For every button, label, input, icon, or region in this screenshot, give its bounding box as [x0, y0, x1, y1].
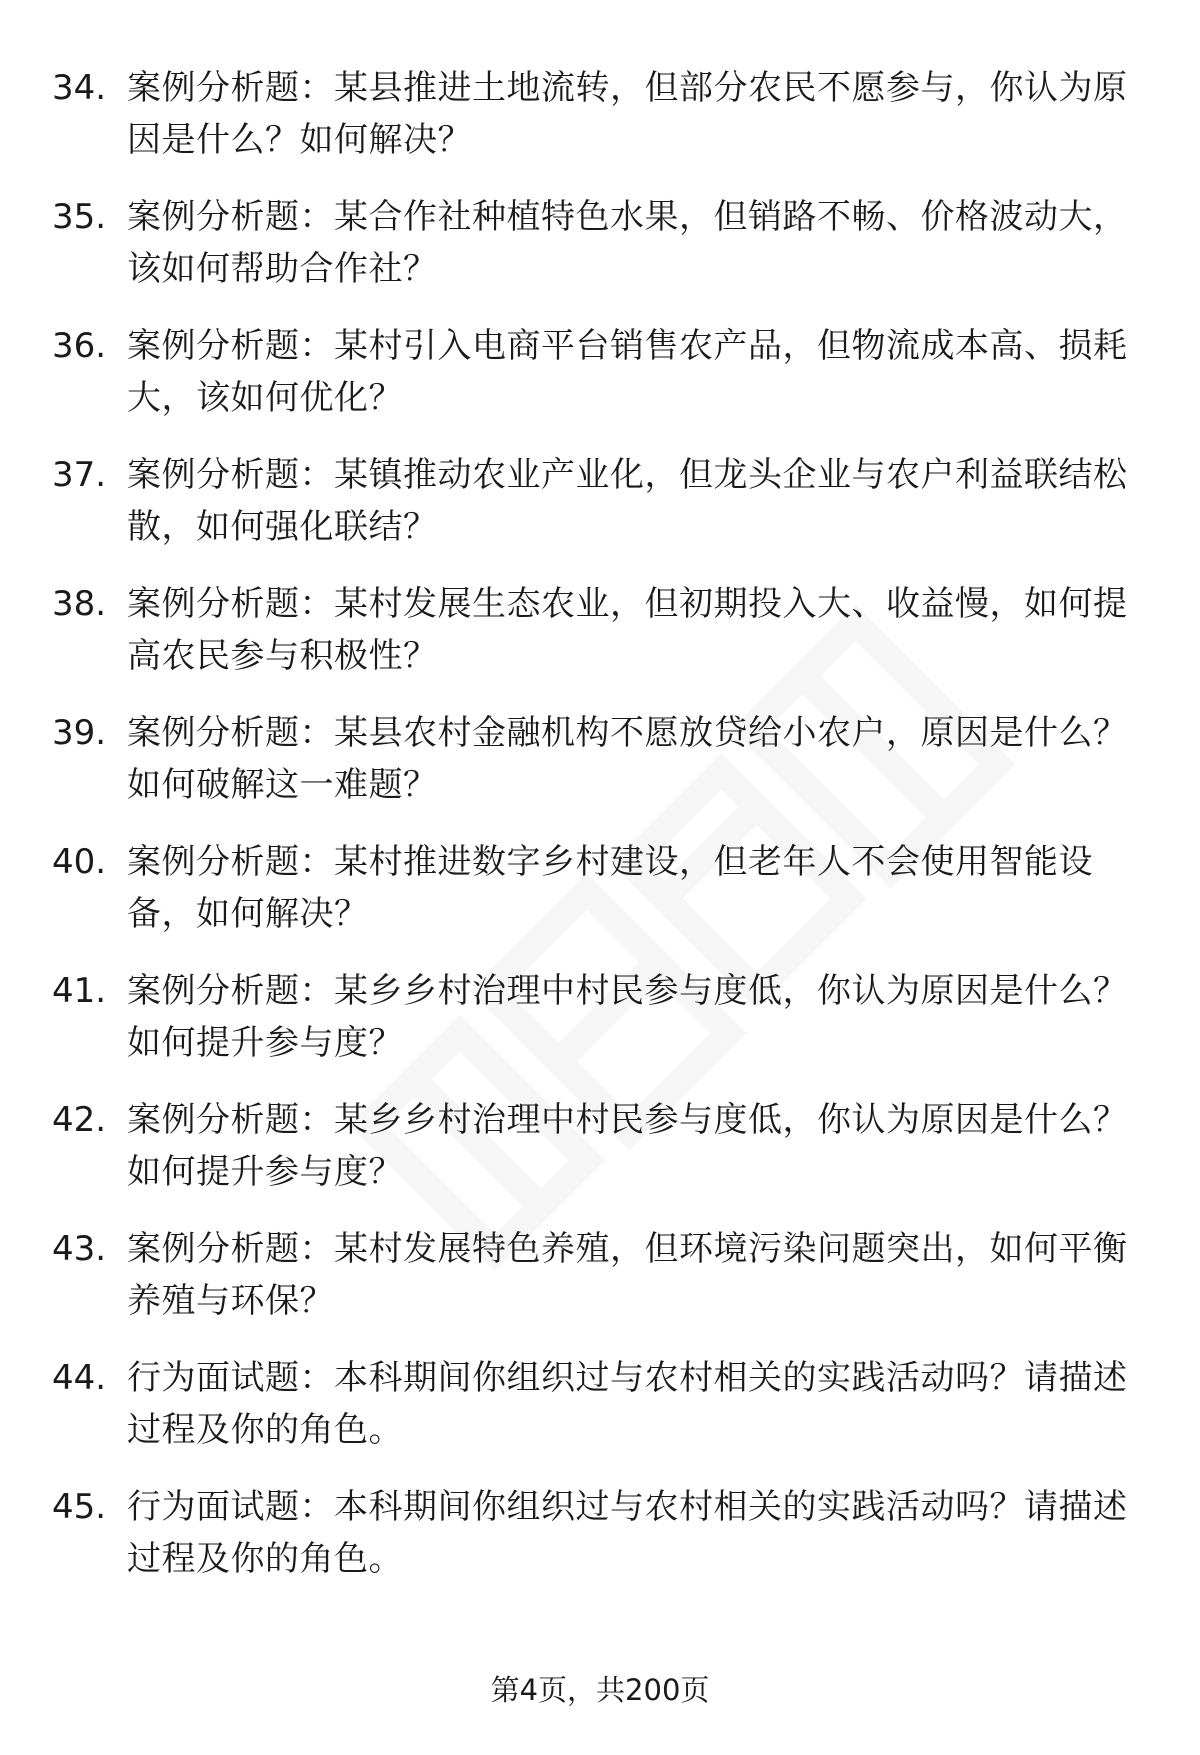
- question-text: 案例分析题：某村发展特色养殖，但环境污染问题突出，如何平衡养殖与环保？: [127, 1229, 1128, 1321]
- question-number: 41.: [52, 971, 107, 1011]
- page-footer: [0, 1670, 1200, 1710]
- question-item: [0, 965, 1200, 1094]
- question-text: 案例分析题：某村推进数字乡村建设，但老年人不会使用智能设备，如何解决？: [127, 842, 1093, 934]
- page-number-label: 第4页，共200页: [490, 1673, 710, 1707]
- question-number: 45.: [52, 1487, 107, 1527]
- question-item: [0, 1481, 1200, 1610]
- question-text: 案例分析题：某乡乡村治理中村民参与度低，你认为原因是什么？如何提升参与度？: [127, 1100, 1128, 1192]
- question-number: 35.: [52, 197, 107, 237]
- question-text: 案例分析题：某镇推动农业产业化，但龙头企业与农户利益联结松散，如何强化联结？: [127, 455, 1128, 547]
- question-text: 案例分析题：某村发展生态农业，但初期投入大、收益慢，如何提高农民参与积极性？: [127, 584, 1128, 676]
- question-number: 39.: [52, 713, 107, 753]
- question-number: 43.: [52, 1229, 107, 1269]
- question-number: 36.: [52, 326, 107, 366]
- question-text: 行为面试题：本科期间你组织过与农村相关的实践活动吗？请描述过程及你的角色。: [127, 1358, 1128, 1450]
- question-item: [0, 578, 1200, 707]
- question-number: 42.: [52, 1100, 107, 1140]
- question-item: [0, 62, 1200, 191]
- question-number: 34.: [52, 68, 107, 108]
- question-text: 案例分析题：某县农村金融机构不愿放贷给小农户，原因是什么？如何破解这一难题？: [127, 713, 1128, 805]
- question-text: 案例分析题：某县推进土地流转，但部分农民不愿参与，你认为原因是什么？如何解决？: [127, 68, 1128, 160]
- question-number: 44.: [52, 1358, 107, 1398]
- question-item: [0, 1094, 1200, 1223]
- question-item: [0, 1352, 1200, 1481]
- question-text: 案例分析题：某合作社种植特色水果，但销路不畅、价格波动大，该如何帮助合作社？: [127, 197, 1128, 289]
- question-item: [0, 320, 1200, 449]
- question-item: [0, 191, 1200, 320]
- question-text: 行为面试题：本科期间你组织过与农村相关的实践活动吗？请描述过程及你的角色。: [127, 1487, 1128, 1579]
- question-list: [0, 62, 1200, 1610]
- question-text: 案例分析题：某村引入电商平台销售农产品，但物流成本高、损耗大，该如何优化？: [127, 326, 1128, 418]
- question-item: [0, 1223, 1200, 1352]
- question-item: [0, 707, 1200, 836]
- question-text: 案例分析题：某乡乡村治理中村民参与度低，你认为原因是什么？如何提升参与度？: [127, 971, 1128, 1063]
- question-number: 38.: [52, 584, 107, 624]
- question-number: 37.: [52, 455, 107, 495]
- question-item: [0, 449, 1200, 578]
- question-item: [0, 836, 1200, 965]
- question-number: 40.: [52, 842, 107, 882]
